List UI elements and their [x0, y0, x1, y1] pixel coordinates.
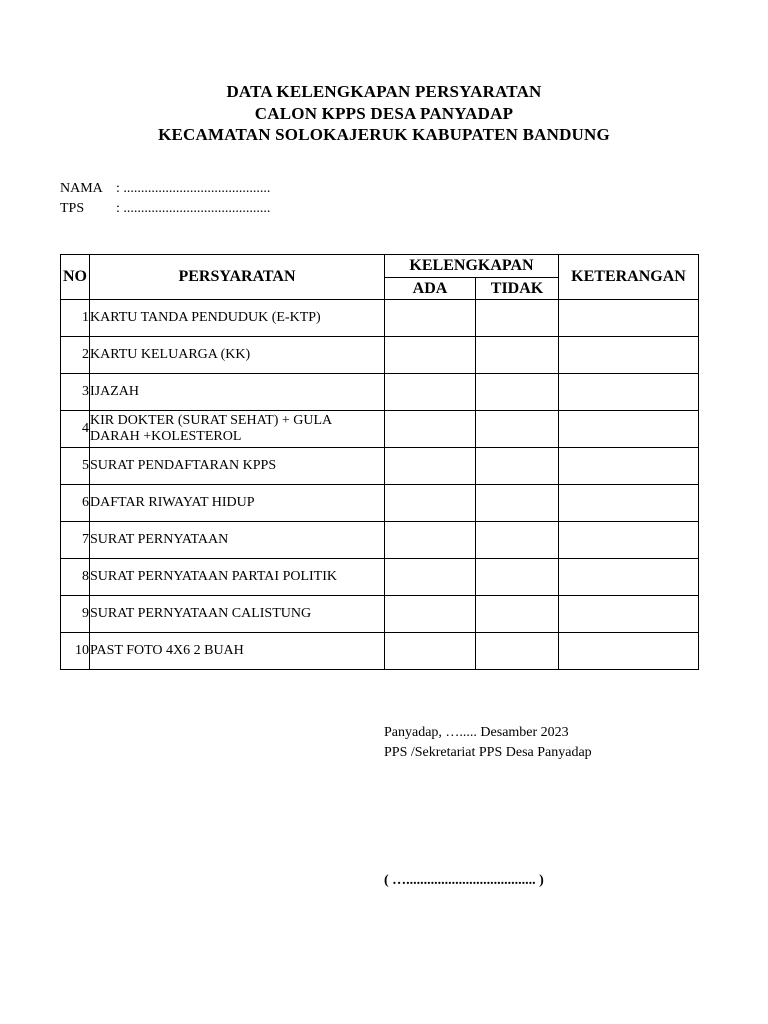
header-tidak: TIDAK — [476, 278, 559, 300]
table-row — [61, 633, 699, 670]
row-requirement: KARTU KELUARGA (KK) — [90, 337, 385, 374]
row-number: 1 — [61, 300, 90, 337]
document-title-line-1: DATA KELENGKAPAN PERSYARATAN — [226, 82, 542, 101]
row-number: 9 — [61, 596, 90, 633]
row-keterangan-cell — [559, 448, 699, 485]
row-tidak-cell — [476, 300, 559, 337]
row-tidak-cell — [476, 559, 559, 596]
row-tidak-cell — [476, 374, 559, 411]
row-requirement: SURAT PERNYATAAN PARTAI POLITIK — [90, 559, 385, 596]
row-requirement: SURAT PERNYATAAN CALISTUNG — [90, 596, 385, 633]
row-number: 8 — [61, 559, 90, 596]
table-row — [61, 596, 699, 633]
row-keterangan-cell — [559, 559, 699, 596]
office-line: PPS /Sekretariat PPS Desa Panyadap — [384, 745, 592, 760]
row-requirement: KIR DOKTER (SURAT SEHAT) + GULA DARAH +KOLESTEROL — [90, 411, 385, 448]
table-row — [61, 522, 699, 559]
row-keterangan-cell — [559, 374, 699, 411]
tps-field — [60, 201, 270, 217]
row-number: 6 — [61, 485, 90, 522]
row-requirement: IJAZAH — [90, 374, 385, 411]
header-kelengkapan: KELENGKAPAN — [385, 255, 559, 278]
table-row — [61, 448, 699, 485]
row-tidak-cell — [476, 522, 559, 559]
nama-field — [60, 181, 270, 197]
row-requirement: SURAT PERNYATAAN — [90, 522, 385, 559]
nama-value: : .......................................... — [116, 181, 271, 196]
table-row — [61, 300, 699, 337]
row-number: 10 — [61, 633, 90, 670]
row-number: 5 — [61, 448, 90, 485]
place-date-line: Panyadap, …..... Desamber 2023 — [384, 725, 569, 740]
row-tidak-cell — [476, 411, 559, 448]
row-ada-cell — [385, 300, 476, 337]
table-row — [61, 485, 699, 522]
row-number: 7 — [61, 522, 90, 559]
row-keterangan-cell — [559, 633, 699, 670]
row-number: 4 — [61, 411, 90, 448]
document-title-line-3: KECAMATAN SOLOKAJERUK KABUPATEN BANDUNG — [158, 125, 610, 144]
row-ada-cell — [385, 633, 476, 670]
header-ada: ADA — [385, 278, 476, 300]
row-keterangan-cell — [559, 337, 699, 374]
nama-label: NAMA — [60, 181, 103, 196]
row-keterangan-cell — [559, 300, 699, 337]
tps-label: TPS — [60, 201, 85, 216]
row-requirement: SURAT PENDAFTARAN KPPS — [90, 448, 385, 485]
row-number: 2 — [61, 337, 90, 374]
table-row — [61, 559, 699, 596]
row-ada-cell — [385, 337, 476, 374]
row-tidak-cell — [476, 485, 559, 522]
header-persyaratan: PERSYARATAN — [90, 255, 385, 300]
row-ada-cell — [385, 374, 476, 411]
row-keterangan-cell — [559, 522, 699, 559]
row-ada-cell — [385, 559, 476, 596]
table-row — [61, 337, 699, 374]
row-ada-cell — [385, 448, 476, 485]
row-tidak-cell — [476, 448, 559, 485]
row-ada-cell — [385, 596, 476, 633]
header-keterangan: KETERANGAN — [559, 255, 699, 300]
requirements-table — [60, 254, 699, 670]
row-keterangan-cell — [559, 485, 699, 522]
row-requirement: PAST FOTO 4X6 2 BUAH — [90, 633, 385, 670]
row-number: 3 — [61, 374, 90, 411]
header-no: NO — [61, 255, 90, 300]
signature-line: ( …..................................... ) — [384, 873, 544, 888]
row-requirement: DAFTAR RIWAYAT HIDUP — [90, 485, 385, 522]
row-requirement: KARTU TANDA PENDUDUK (E-KTP) — [90, 300, 385, 337]
row-keterangan-cell — [559, 596, 699, 633]
table-row — [61, 374, 699, 411]
tps-value: : .......................................... — [116, 201, 271, 216]
row-tidak-cell — [476, 633, 559, 670]
row-ada-cell — [385, 411, 476, 448]
row-tidak-cell — [476, 596, 559, 633]
table-row — [61, 411, 699, 448]
row-tidak-cell — [476, 337, 559, 374]
row-ada-cell — [385, 485, 476, 522]
row-ada-cell — [385, 522, 476, 559]
document-title-line-2: CALON KPPS DESA PANYADAP — [254, 104, 514, 123]
row-keterangan-cell — [559, 411, 699, 448]
